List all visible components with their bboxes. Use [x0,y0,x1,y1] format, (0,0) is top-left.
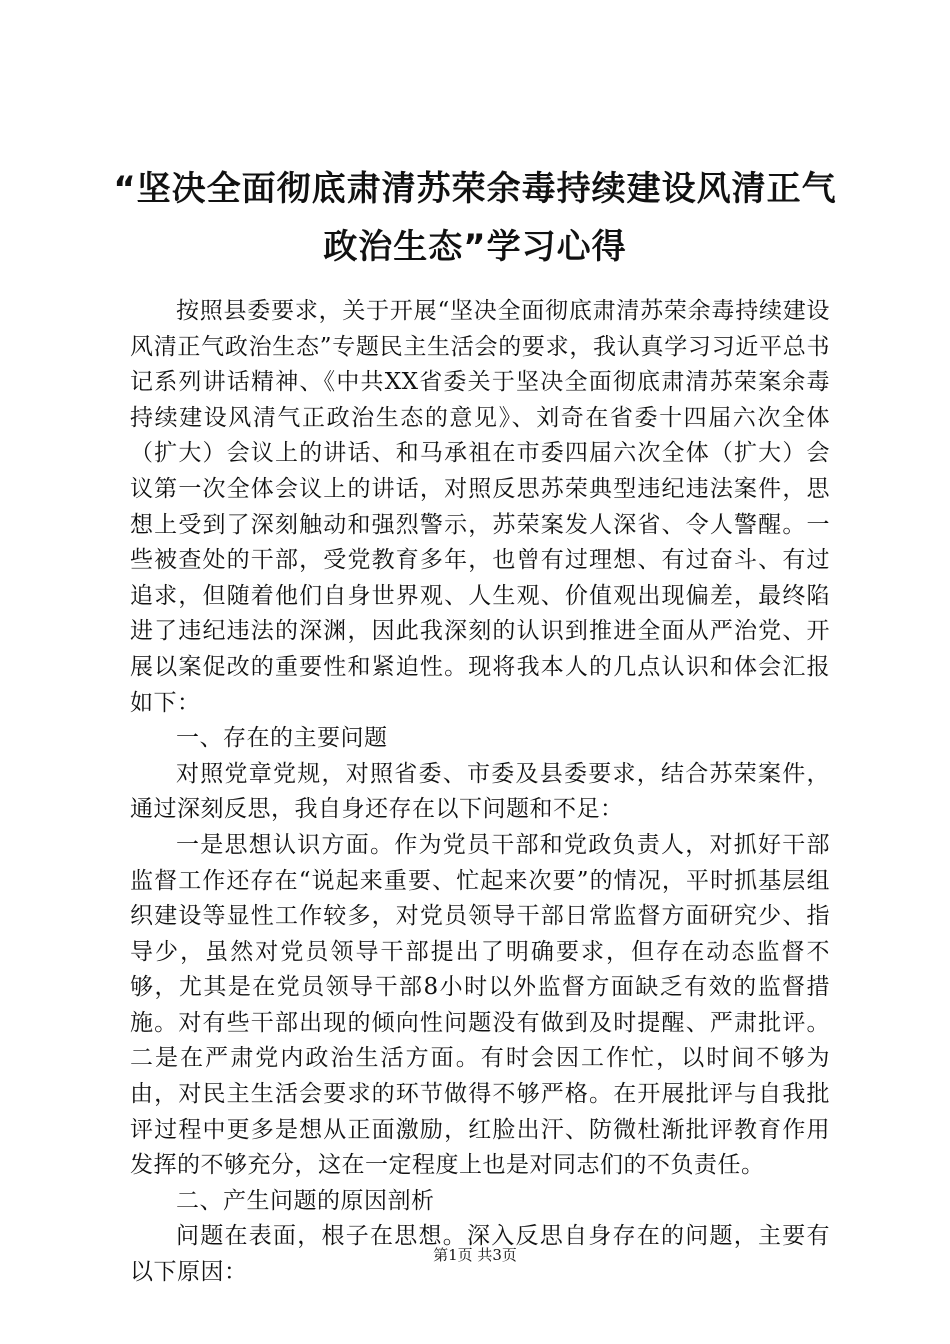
page-number-footer: 第1页 共3页 [433,1246,517,1264]
section-heading-causes: 二、产生问题的原因剖析 [176,1187,435,1214]
section-heading-problems: 一、存在的主要问题 [176,725,388,752]
paragraph-causes-intro: 问题在表面，根子在思想。深入反思自身存在的问题，主要有以下原因： [130,1223,830,1286]
document-title: “坚决全面彻底肃清苏荣余毒持续建设风清正气政治生态”学习心得 [113,169,837,267]
paragraph-problems-intro: 对照党章党规，对照省委、市委及县委要求，结合苏荣案件，通过深刻反思，我自身还存在以下问题和不足： [130,760,830,823]
paragraph-intro: 按照县委要求，关于开展“坚决全面彻底肃清苏荣余毒持续建设风清正气政治生态”专题民主生活会的要求，我认真学习习近平总书记系列讲话精神、《中共XX省委关于坚决全面彻底肃清苏荣案余毒持续建设风清气正政治生态的意见》、刘奇在省委十四届六次全体（扩大）会议上的讲话、和马承祖在市委四届六次全体（扩大）会议第一次全体会议上的讲话，对照反思苏荣典型违纪违法案件，思想上受到了深刻触动和强烈警示，苏荣案发人深省、令人警醒。一些被查处的干部，受党教育多年，也曾有过理想、有过奋斗、有过追求，但随着他们自身世界观、人生观、价值观出现偏差，最终陷进了违纪违法的深渊，因此我深刻的认识到推进全面从严治党、开展以案促改的重要性和紧迫性。现将我本人的几点认识和体会汇报如下： [130,298,830,716]
document-body [130,294,830,1291]
paragraph-problems-detail: 一是思想认识方面。作为党员干部和党政负责人，对抓好干部监督工作还存在“说起来重要、忙起来次要”的情况，平时抓基层组织建设等显性工作较多，对党员领导干部日常监督方面研究少、指导少，虽然对党员领导干部提出了明确要求，但存在动态监督不够，尤其是在党员领导干部8小时以外监督方面缺乏有效的监督措施。对有些干部出现的倾向性问题没有做到及时提醒、严肃批评。二是在严肃党内政治生活方面。有时会因工作忙，以时间不够为由，对民主生活会要求的环节做得不够严格。在开展批评与自我批评过程中更多是想从正面激励，红脸出汗、防微杜渐批评教育作用发挥的不够充分，这在一定程度上也是对同志们的不负责任。 [130,831,830,1179]
